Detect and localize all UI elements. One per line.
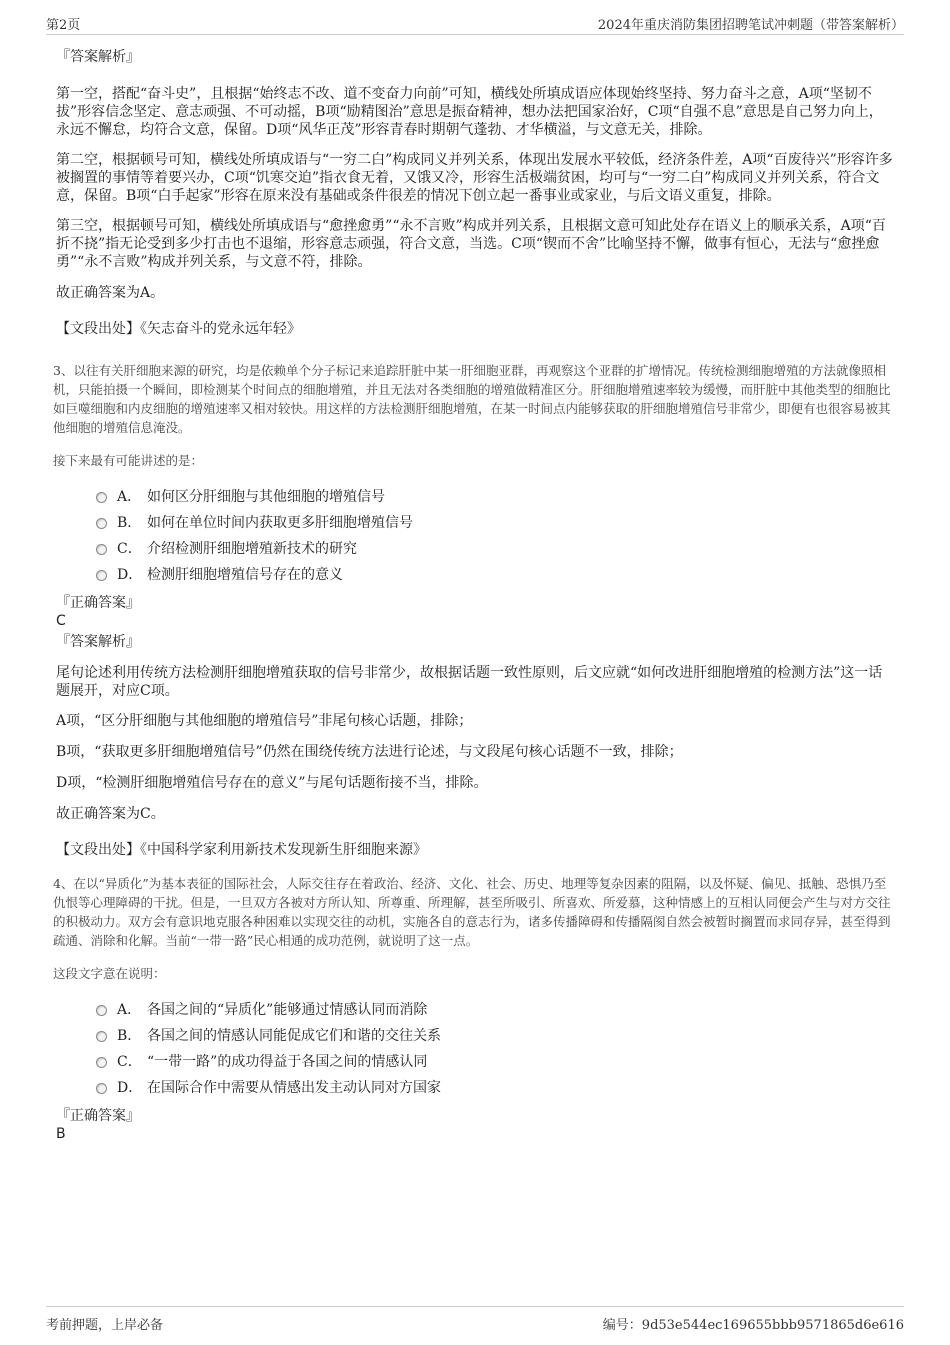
question-3-text: 3、以往有关肝细胞来源的研究，均是依赖单个分子标记来追踪肝脏中某一肝细胞亚群，再观察这个亚群的扩增情况。传统检测细胞增殖的方法就像照相机，只能拍摄一个瞬间，即检测某个时间点的细胞增殖，并且无法对各类细胞的增殖做精准区分。肝细胞增殖速率较为缓慢，而肝脏中其他类型的细胞比如巨噬细胞和内皮细胞的增殖速率又相对较快。用这样的方法检测肝细胞增殖，在某一时间点内能够获取的肝细胞增殖信号非常少，即便有也很容易被其他细胞的增殖信息淹没。 [53,363,891,435]
correct-answer: C [56,613,66,629]
analysis-paragraph: 尾句论述利用传统方法检测肝细胞增殖获取的信号非常少，故根据话题一致性原则，后文应就“如何改进肝细胞增殖的检测方法”这一话题展开，对应C项。 [56,665,883,699]
radio-button[interactable] [96,518,107,529]
analysis-label: 『答案解析』 [56,49,140,65]
question-4-prompt: 这段文字意在说明： [53,966,166,981]
option-d[interactable]: D． 检测肝细胞增殖信号存在的意义 [96,562,896,588]
correct-answer: B [56,1126,66,1142]
analysis-conclusion: 故正确答案为C。 [56,806,165,822]
document-title: 2024年重庆消防集团招聘笔试冲刺题（带答案解析） [597,18,904,33]
analysis-label: 『答案解析』 [56,634,140,650]
radio-button[interactable] [96,1031,107,1042]
radio-button[interactable] [96,1057,107,1068]
radio-button[interactable] [96,1083,107,1094]
source-citation: 【文段出处】《矢志奋斗的党永远年轻》 [56,321,301,337]
document-id: 编号：9d53e544ec169655bbb9571865d6e616 [602,1318,904,1333]
correct-answer-label: 『正确答案』 [56,595,140,611]
page-header [46,10,904,35]
option-a[interactable]: A． 各国之间的“异质化”能够通过情感认同而消除 [96,997,896,1023]
option-b[interactable]: B． 各国之间的情感认同能促成它们和谐的交往关系 [96,1023,896,1049]
option-c[interactable]: C． 介绍检测肝细胞增殖新技术的研究 [96,536,896,562]
option-c[interactable]: C． “一带一路”的成功得益于各国之间的情感认同 [96,1049,896,1075]
radio-button[interactable] [96,1005,107,1016]
page-number: 第2页 [46,18,81,33]
question-4-text: 4、在以“异质化”为基本表征的国际社会，人际交往存在着政治、经济、文化、社会、历史、地理等复杂因素的阻隔，以及怀疑、偏见、抵触、恐惧乃至仇恨等心理障碍的干扰。但是，一旦双方各被对方所认知、所尊重、所理解，甚至所吸引、所喜欢、所爱慕，这种情感上的互相认同便会产生与对方交往的积极动力。双方会有意识地克服各种困难以实现交往的动机，实施各自的意志行为，诸多传播障碍和传播隔阂自然会被暂时搁置而求同存异，甚至得到疏通、消除和化解。当前“一带一路”民心相通的成功范例，就说明了这一点。 [53,876,891,948]
analysis-paragraph: 第一空，搭配“奋斗史”，且根据“始终志不改、道不变奋力向前”可知，横线处所填成语应体现始终坚持、努力奋斗之意，A项“坚韧不拔”形容信念坚定、意志顽强、不可动摇，B项“励精图治”意思是振奋精神，想办法把国家治好，C项“自强不息”意思是自己努力向上，永远不懈怠，均符合文意，保留。D项“风华正茂”形容青春时期朝气蓬勃、才华横溢，与文意无关，排除。 [56,86,883,138]
source-citation: 【文段出处】《中国科学家利用新技术发现新生肝细胞来源》 [56,842,427,858]
option-b[interactable]: B． 如何在单位时间内获取更多肝细胞增殖信号 [96,510,896,536]
analysis-paragraph: 第三空，根据顿号可知，横线处所填成语与“愈挫愈勇”“永不言败”构成并列关系，且根据文意可知此处存在语义上的顺承关系，A项“百折不挠”指无论受到多少打击也不退缩，形容意志顽强，符合文意，当选。C项“锲而不舍”比喻坚持不懈，做事有恒心，无法与“愈挫愈勇”“永不言败”构成并列关系，与文意不符，排除。 [56,218,886,270]
radio-button[interactable] [96,492,107,503]
page-content [53,44,896,1143]
option-a[interactable]: A． 如何区分肝细胞与其他细胞的增殖信号 [96,484,896,510]
analysis-paragraph: 第二空，根据顿号可知，横线处所填成语与“一穷二白”构成同义并列关系，体现出发展水平较低，经济条件差，A项“百废待兴”形容许多被搁置的事情等着要兴办，C项“饥寒交迫”指衣食无着，又饿又冷，形容生活极端贫困，均可与“一穷二白”构成同义并列关系，符合文意，保留。B项“白手起家”形容在原来没有基础或条件很差的情况下创立起一番事业或家业，与后文语义重复，排除。 [56,152,893,204]
analysis-paragraph: D项，“检测肝细胞增殖信号存在的意义”与尾句话题衔接不当，排除。 [56,775,488,791]
footer-slogan: 考前押题，上岸必备 [46,1318,164,1333]
question-3-prompt: 接下来最有可能讲述的是： [53,453,204,468]
radio-button[interactable] [96,544,107,555]
radio-button[interactable] [96,570,107,581]
analysis-conclusion: 故正确答案为A。 [56,285,165,301]
question-4-options [56,997,896,1101]
question-3-options [56,484,896,588]
analysis-paragraph: A项，“区分肝细胞与其他细胞的增殖信号”非尾句核心话题，排除； [56,713,473,729]
option-d[interactable]: D． 在国际合作中需要从情感出发主动认同对方国家 [96,1075,896,1101]
correct-answer-label: 『正确答案』 [56,1108,140,1124]
analysis-paragraph: B项，“获取更多肝细胞增殖信号”仍然在围绕传统方法进行论述，与文段尾句核心话题不一致，排除； [56,744,683,760]
page-footer [46,1306,904,1337]
